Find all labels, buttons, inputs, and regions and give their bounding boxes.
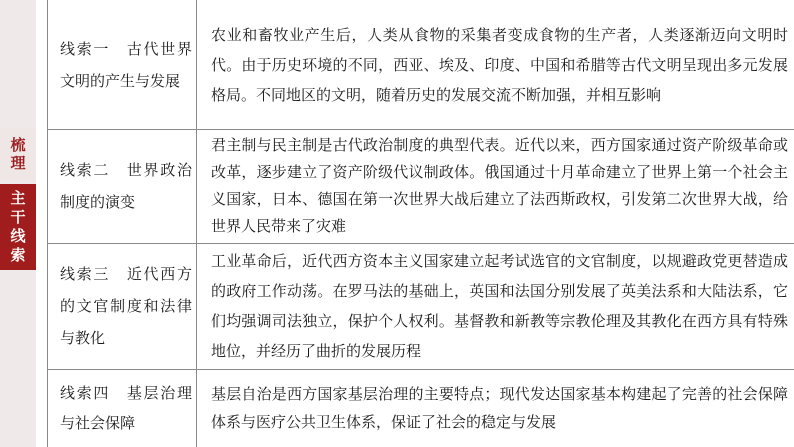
description-text: 农业和畜牧业产生后，人类从食物的采集者变成食物的生产者，人类逐渐迈向文明时代。由于历史环境的不同，西亚、埃及、印度、中国和希腊等古代文明呈现出多元发展格局。不同地区的文明，随着历史的发展交流不断加强，并相互影响 (211, 25, 788, 104)
clue-cell (48, 369, 197, 447)
description-text: 基层自治是西方国家基层治理的主要特点；现代发达国家基本构建起了完善的社会保障体系与医疗公共卫生体系，保证了社会的稳定与发展 (211, 385, 788, 431)
description-text: 工业革命后，近代西方资本主义国家建立起考试选官的文官制度，以规避政党更替造成的政府工作动荡。在罗马法的基础上，英国和法国分别发展了英美法系和大陆法系，它们均强调司法独立，保护个人权利。基督教和新教等宗教伦理及其教化在西方具有特殊地位，并经历了曲折的发展历程 (211, 252, 788, 360)
clue-text: 线索四 基层治理与社会保障 (60, 384, 192, 432)
table-row (47, 129, 794, 244)
description-cell (199, 129, 794, 243)
sidebar-tab-main-clues[interactable] (0, 184, 36, 270)
clue-text: 线索二 世界政治制度的演变 (60, 161, 192, 211)
sidebar-tab-review-char: 理 (10, 154, 26, 172)
sidebar-tab-main-clues-char: 索 (10, 246, 26, 264)
description-text: 君主制与民主制是古代政治制度的典型代表。近代以来，西方国家通过资产阶级革命或改革，逐步建立了资产阶级代议制政体。俄国通过十月革命建立了世界上第一个社会主义国家，日本、德国在第一次世界大战后建立了法西斯政权，引发第二次世界大战，给世界人民带来了灾难 (211, 136, 788, 235)
table-row (47, 0, 794, 130)
sidebar-tab-main-clues-char: 线 (10, 227, 26, 245)
clue-text: 线索三 近代西方的文官制度和法律与教化 (60, 265, 192, 347)
clue-cell (48, 243, 197, 369)
sidebar-tab-review[interactable] (0, 128, 36, 180)
sidebar-tab-review-char: 梳 (10, 136, 26, 154)
table-row (47, 243, 794, 370)
sidebar-tab-main-clues-char: 主 (10, 189, 26, 207)
clue-cell (48, 0, 197, 129)
table-row (47, 369, 794, 447)
sidebar-tab-main-clues-char: 干 (10, 208, 26, 226)
description-cell (199, 0, 794, 129)
clue-text: 线索一 古代世界文明的产生与发展 (60, 39, 192, 90)
clue-cell (48, 129, 197, 243)
clue-table (47, 0, 794, 447)
description-cell (199, 369, 794, 447)
description-cell (199, 243, 794, 369)
